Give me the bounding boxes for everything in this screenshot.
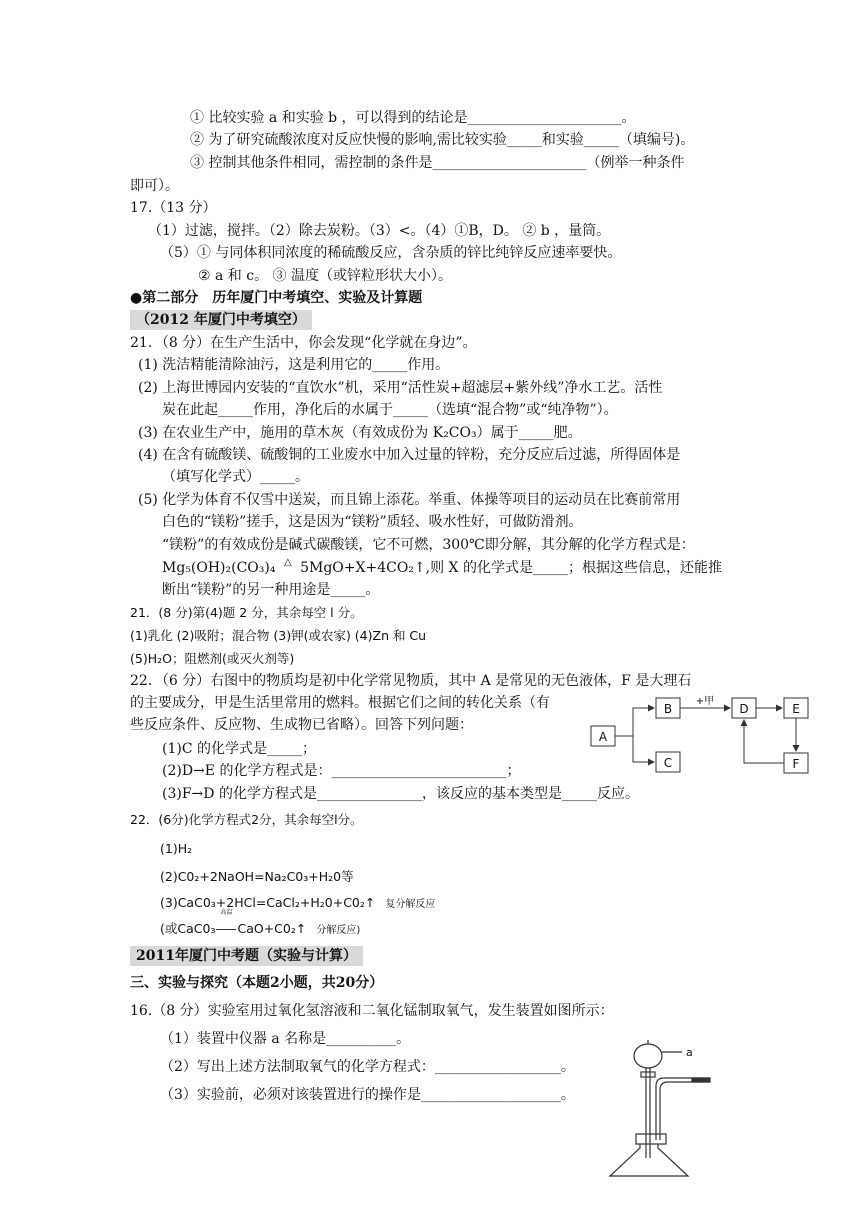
q16-prev-line-3: ③ 控制其他条件相同，需控制的条件是______________________（例举一种条件	[190, 155, 685, 171]
q16-q2: （2）写出上述方法制取氧气的化学方程式：__________________。	[160, 1059, 575, 1075]
section-2012-header: （2012 年厦门中考填空）	[130, 310, 312, 330]
q17-line-1: （1）过滤，搅拌。（2）除去炭粉。（3）<。（4）①B，D。 ② b ，量筒。	[148, 223, 611, 239]
a22-header: 22．(6分)化学方程式2分，其余每空l分。	[130, 812, 363, 827]
q21-intro: 21．（8 分）在生产生活中，你会发现“化学就在身边”。	[130, 335, 477, 351]
a22-equation-3: (3)CaC0₃+2HCl=CaCl₂+H₂0+C0₂↑	[160, 895, 376, 910]
decomposition-formula: Mg₅(OH)₂(CO₃)₄	[162, 560, 276, 576]
part3-title: 三、实验与探究（本题2小题，共20分）	[130, 975, 384, 991]
q16-prev-line-1: ① 比较实验 a 和实验 b ，可以得到的结论是______________________。	[190, 110, 636, 126]
q21-item-2b: 炭在此起_____作用，净化后的水属于_____（选填“混合物”或“纯净物”）。	[162, 402, 618, 418]
q21-item-5b: 白色的“镁粉”搓手，这是因为“镁粉”质轻、吸水性好，可做防滑剂。	[162, 514, 583, 530]
q17-title: 17.（13 分）	[130, 200, 217, 216]
q21-item-5e: 断出“镁粉”的另一种用途是_____。	[162, 582, 380, 598]
q22-q1: (1)C 的化学式是_____；	[162, 741, 316, 757]
q16-q3: （3）实验前，必须对该装置进行的操作是____________________。	[160, 1087, 575, 1103]
q22-q3: (3)F→D 的化学方程式是_______________，该反应的基本类型是_____反应。	[162, 786, 639, 802]
node-b: B	[663, 702, 673, 716]
a21-line-2: (5)H₂O；阻燃剂(或灭火剂等)	[130, 651, 295, 666]
q16-q1: （1）装置中仪器 a 名称是__________。	[160, 1031, 411, 1047]
a22-line-4	[160, 909, 361, 942]
node-c: C	[663, 756, 673, 770]
heat-symbol: △	[283, 557, 292, 568]
q21-item-5c: “镁粉”的有效成份是碱式碳酸镁，它不可燃，300℃即分解，其分解的化学方程式是：	[162, 537, 695, 553]
oxygen-generator-apparatus	[600, 1038, 730, 1180]
funnel-bulb	[634, 1044, 662, 1068]
decomposition-products: 5MgO+X+4CO₂↑,则 X 的化学式是_____；根据这些信息，还能推	[300, 560, 722, 576]
conical-flask	[610, 1144, 688, 1176]
q21-item-3: (3) 在农业生产中，施用的草木灰（有效成份为 K₂CO₃）属于_____肥。	[138, 425, 582, 441]
q17-line-3: ② a 和 c。 ③ 温度（或锌粒形状大小）。	[198, 268, 452, 284]
part2-title: ●第二部分 历年厦门中考填空、实验及计算题	[130, 290, 423, 306]
node-d: D	[739, 702, 749, 716]
a22-note-3: 复分解反应	[385, 899, 436, 910]
q22-conversion-diagram	[588, 695, 818, 781]
q22-q2: (2)D→E 的化学方程式是：_________________________；	[162, 763, 521, 779]
q21-item-5a: (5) 化学为体育不仅雪中送炭，而且锦上添花。举重、体操等项目的运动员在比赛前常用	[138, 492, 681, 508]
q21-item-2a: (2) 上海世博园内安装的“直饮水”机，采用“活性炭+超滤层+紫外线”净水工艺。活性	[138, 380, 663, 396]
a22-line-2: (2)C0₂+2NaOH=Na₂C0₃+H₂0等	[160, 869, 354, 884]
node-a: A	[598, 730, 608, 744]
q21-item-5d	[162, 557, 722, 581]
arrow-label-jia: +甲	[695, 696, 715, 707]
q21-item-1: (1) 洗洁精能清除油污，这是利用它的_____作用。	[138, 357, 450, 373]
apparatus-label-a: a	[686, 1046, 693, 1059]
a22-note-4: 分解反应)	[316, 925, 361, 936]
q16-prev-line-2: ② 为了研究硫酸浓度对反应快慢的影响,需比较实验_____和实验_____（填编号)。	[190, 132, 695, 148]
q16-prev-line-4: 即可）。	[130, 178, 179, 194]
q16-intro: 16.（8 分）实验室用过氧化氢溶液和二氧化锰制取氧气，发生装置如图所示：	[130, 1003, 614, 1019]
a21-header: 21．(8 分)第(4)题 2 分，其余每空 l 分。	[130, 605, 363, 620]
a22-line-1: (1)H₂	[160, 841, 193, 856]
q17-line-2: （5）① 与同体积同浓度的稀硫酸反应，含杂质的锌比纯锌反应速率要快。	[160, 245, 622, 261]
q21-item-4a: (4) 在含有硫酸镁、硫酸铜的工业废水中加入过量的锌粉，充分反应后过滤，所得固体是	[138, 447, 681, 463]
a22-equation-4a: (或CaC0₃	[160, 921, 216, 936]
high-temp-arrow	[215, 909, 237, 940]
equals-bar	[216, 929, 236, 930]
a22-line-3	[160, 892, 435, 916]
q22-intro-1: 22．（6 分）右图中的物质均是初中化学常见物质，其中 A 是常见的无色液体，F 是大理石	[130, 673, 692, 689]
high-temp-label: 高温	[220, 909, 233, 916]
a21-line-1: (1)乳化 (2)吸附；混合物 (3)钾(或农家) (4)Zn 和 Cu	[130, 628, 427, 643]
q22-intro-3: 些反应条件、反应物、生成物已省略）。回答下列问题：	[130, 717, 473, 733]
node-e: E	[792, 702, 800, 716]
a22-equation-4b: CaO+C0₂↑	[237, 921, 307, 936]
node-f: F	[792, 757, 800, 771]
q22-intro-2: 的主要成分，甲是生活里常用的燃料。根据它们之间的转化关系（有	[130, 695, 550, 711]
section-2011-header: 2011年厦门中考题（实验与计算）	[130, 946, 363, 966]
q21-item-4b: （填写化学式）_____。	[162, 469, 309, 485]
